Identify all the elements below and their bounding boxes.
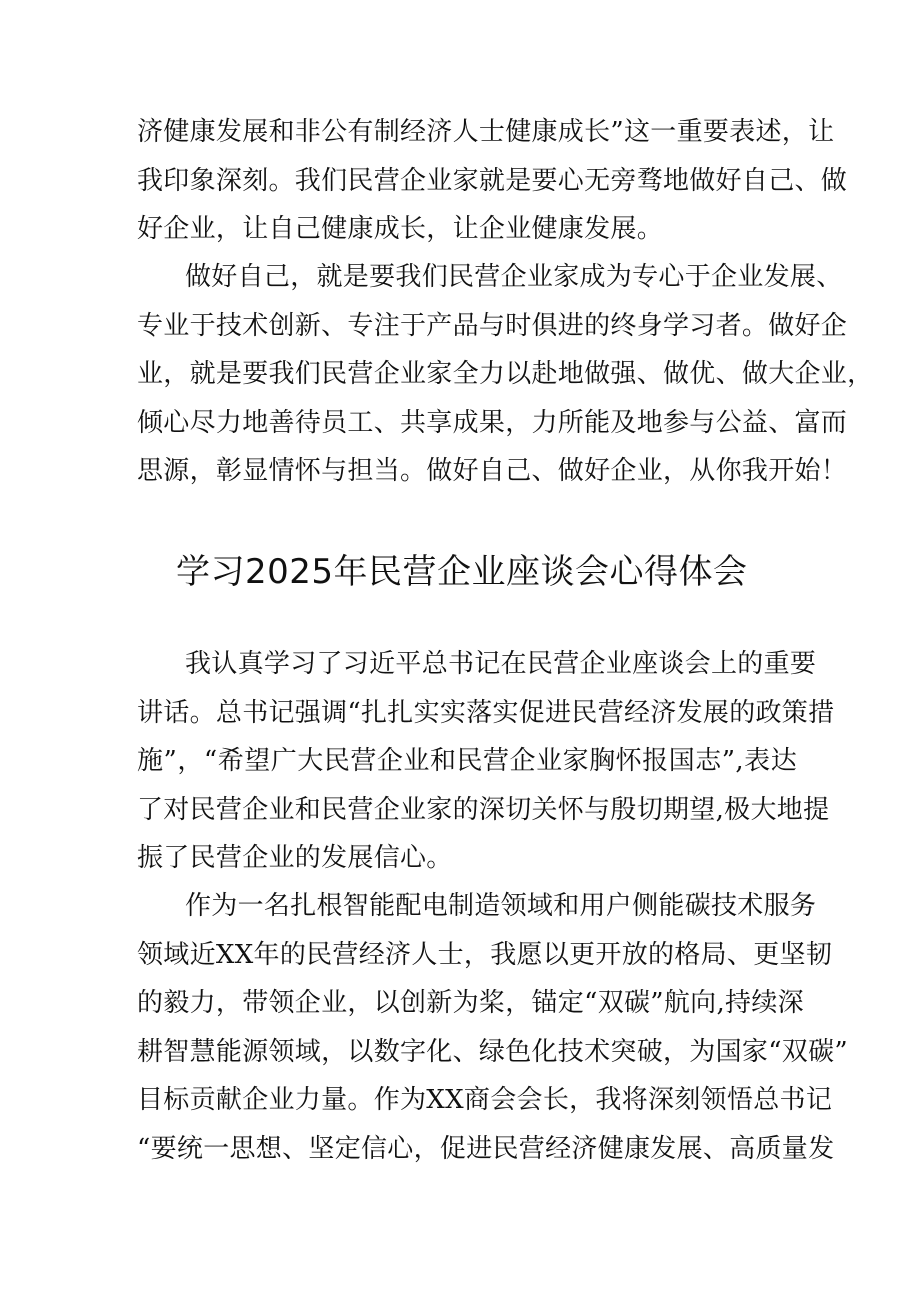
body-text-line: 专业于技术创新、专注于产品与时俱进的终身学习者。做好企	[137, 311, 848, 341]
body-text-line: 好企业，让自己健康成长，让企业健康发展。	[137, 214, 664, 244]
body-text-line: 倾心尽力地善待员工、共享成果，力所能及地参与公益、富而	[137, 408, 848, 438]
body-text-line: 振了民营企业的发展信心。	[137, 843, 453, 873]
body-text-line: 我印象深刻。我们民营企业家就是要心无旁骛地做好自己、做	[137, 166, 848, 196]
paragraph-first-line: 做好自己，就是要我们民营企业家成为专心于企业发展、	[185, 262, 843, 292]
body-text-line: 了对民营企业和民营企业家的深切关怀与殷切期望,极大地提	[137, 795, 830, 825]
body-text-line: 业，就是要我们民营企业家全力以赴地做强、做优、做大企业，	[137, 359, 874, 389]
section-title: 学习2025年民营企业座谈会心得体会	[176, 552, 748, 592]
body-text-line: 讲话。总书记强调“扎扎实实落实促进民营经济发展的政策措	[137, 698, 835, 728]
body-text-line: 施”，“希望广大民营企业和民营企业家胸怀报国志”,表达	[137, 746, 797, 776]
body-text-line: 的毅力，带领企业，以创新为桨，锚定“双碳”航向,持续深	[137, 988, 804, 1018]
paragraph-first-line: 我认真学习了习近平总书记在民营企业座谈会上的重要	[185, 649, 817, 679]
body-text-line: 思源，彰显情怀与担当。做好自己、做好企业，从你我开始！	[137, 456, 848, 486]
body-text-line: 目标贡献企业力量。作为XX商会会长，我将深刻领悟总书记	[137, 1085, 833, 1115]
body-text-line: 耕智慧能源领域，以数字化、绿色化技术突破，为国家“双碳”	[137, 1037, 848, 1067]
body-text-line: 济健康发展和非公有制经济人士健康成长”这一重要表述，让	[137, 117, 835, 147]
body-text-line: “要统一思想、坚定信心，促进民营经济健康发展、高质量发	[137, 1134, 835, 1164]
body-text-line: 领域近XX年的民营经济人士，我愿以更开放的格局、更坚韧	[137, 940, 833, 970]
paragraph-first-line: 作为一名扎根智能配电制造领域和用户侧能碳技术服务	[185, 891, 817, 921]
